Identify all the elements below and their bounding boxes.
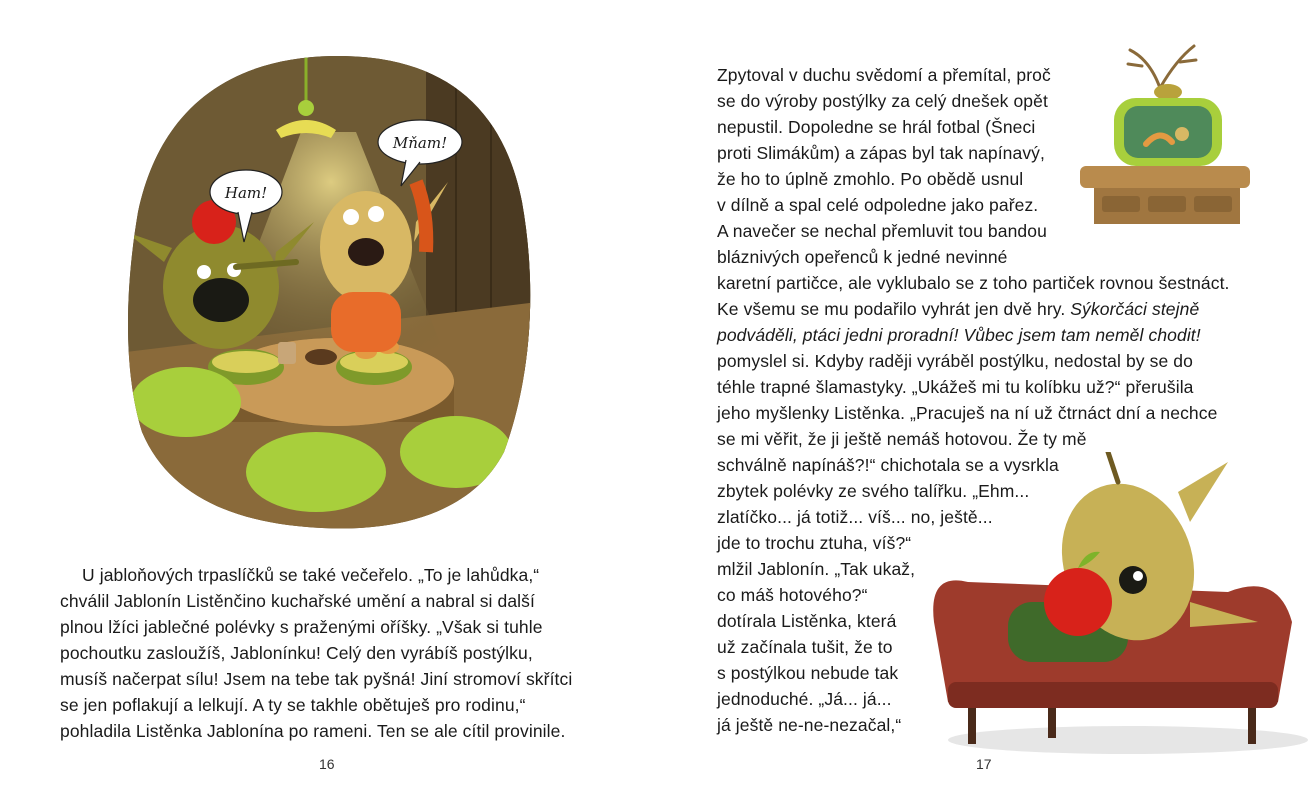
text-line: plnou lžíci jablečné polévky s praženými oříšky. „Však si tuhle <box>60 617 543 637</box>
italic-span: Sýkorčáci stejně <box>1070 299 1200 319</box>
text-line: proti Slimákům) a zápas byl tak napínavý, <box>717 143 1045 163</box>
text-span: Ke všemu se mu podařilo vyhrát jen dvě hry. <box>717 299 1071 319</box>
text-line: s postýlkou nebude tak <box>717 663 899 683</box>
text-line: nepustil. Dopoledne se hrál fotbal (Šneci <box>717 117 1036 137</box>
text-line: pohladila Listěnka Jablonína po rameni. Ten se ale cítil provinile. <box>60 721 566 741</box>
svg-text:Mňam!: Mňam! <box>392 134 448 152</box>
text-line: A navečer se nechal přemluvit tou bandou <box>717 221 1047 241</box>
text-line: dotírala Listěnka, která <box>717 611 897 631</box>
text-line: zbytek polévky ze svého talířku. „Ehm... <box>717 481 1030 501</box>
text-line: pochoutku zasloužíš, Jablonínku! Celý den vyrábíš postýlku, <box>60 643 533 663</box>
text-line: jeho myšlenky Listěnka. „Pracuješ na ní už čtrnáct dní a nechce <box>717 403 1218 423</box>
svg-text:Ham!: Ham! <box>224 184 268 202</box>
text-line: chválil Jablonín Listěnčino kuchařské umění a nabral si další <box>60 591 535 611</box>
text-line: jde to trochu ztuha, víš?“ <box>717 533 912 553</box>
text-line: pomyslel si. Kdyby raději vyráběl postýlku, nedostal by se do <box>717 351 1193 371</box>
text-line-italic: podváděli, ptáci jedni proradní! Vůbec jsem tam neměl chodit! <box>717 325 1201 345</box>
text-line: karetní partičce, ale vyklubalo se z toho partiček rovnou šestnáct. <box>717 273 1230 293</box>
text-line: už začínala tušit, že to <box>717 637 893 657</box>
text-line: se do výroby postýlky za celý dnešek opět <box>717 91 1048 111</box>
text-line: musíš načerpat sílu! Jsem na tebe tak pyšná! Jiní stromoví skřítci <box>60 669 573 689</box>
text-line: jednoduché. „Já... já... <box>717 689 892 709</box>
text-line: schválně napínáš?!“ chichotala se a vysrkla <box>717 455 1059 475</box>
tv-cabinet-illustration <box>1080 40 1256 230</box>
text-line: v dílně a spal celé odpoledne jako pařez. <box>717 195 1039 215</box>
text-line: téhle trapné šlamastyky. „Ukážeš mi tu kolíbku už?“ přerušila <box>717 377 1194 397</box>
text-line: se mi věřit, že ji ještě nemáš hotovou. Že ty mě <box>717 429 1087 449</box>
text-line: Zpytoval v duchu svědomí a přemítal, proč <box>717 65 1051 85</box>
text-line <box>717 296 1199 322</box>
text-line: zlatíčko... já totiž... víš... no, ještě... <box>717 507 993 527</box>
dinner-illustration <box>126 52 538 532</box>
text-line: bláznivých opeřenců k jedné nevinné <box>717 247 1008 267</box>
page-number: 16 <box>319 756 335 772</box>
text-line: mlžil Jablonín. „Tak ukaž, <box>717 559 916 579</box>
page-number: 17 <box>976 756 992 772</box>
text-line: že ho to úplně zmohlo. Po obědě usnul <box>717 169 1024 189</box>
text-line: já ještě ne-ne-nezačal,“ <box>717 715 902 735</box>
left-page <box>0 0 656 800</box>
text-line: U jabloňových trpaslíčků se také večeřelo. „To je lahůdka,“ <box>82 565 540 585</box>
text-line: co máš hotového?“ <box>717 585 868 605</box>
right-page <box>656 0 1313 800</box>
text-line: se jen poflakují a lelkují. A ty se takhle obětuješ pro rodinu,“ <box>60 695 526 715</box>
